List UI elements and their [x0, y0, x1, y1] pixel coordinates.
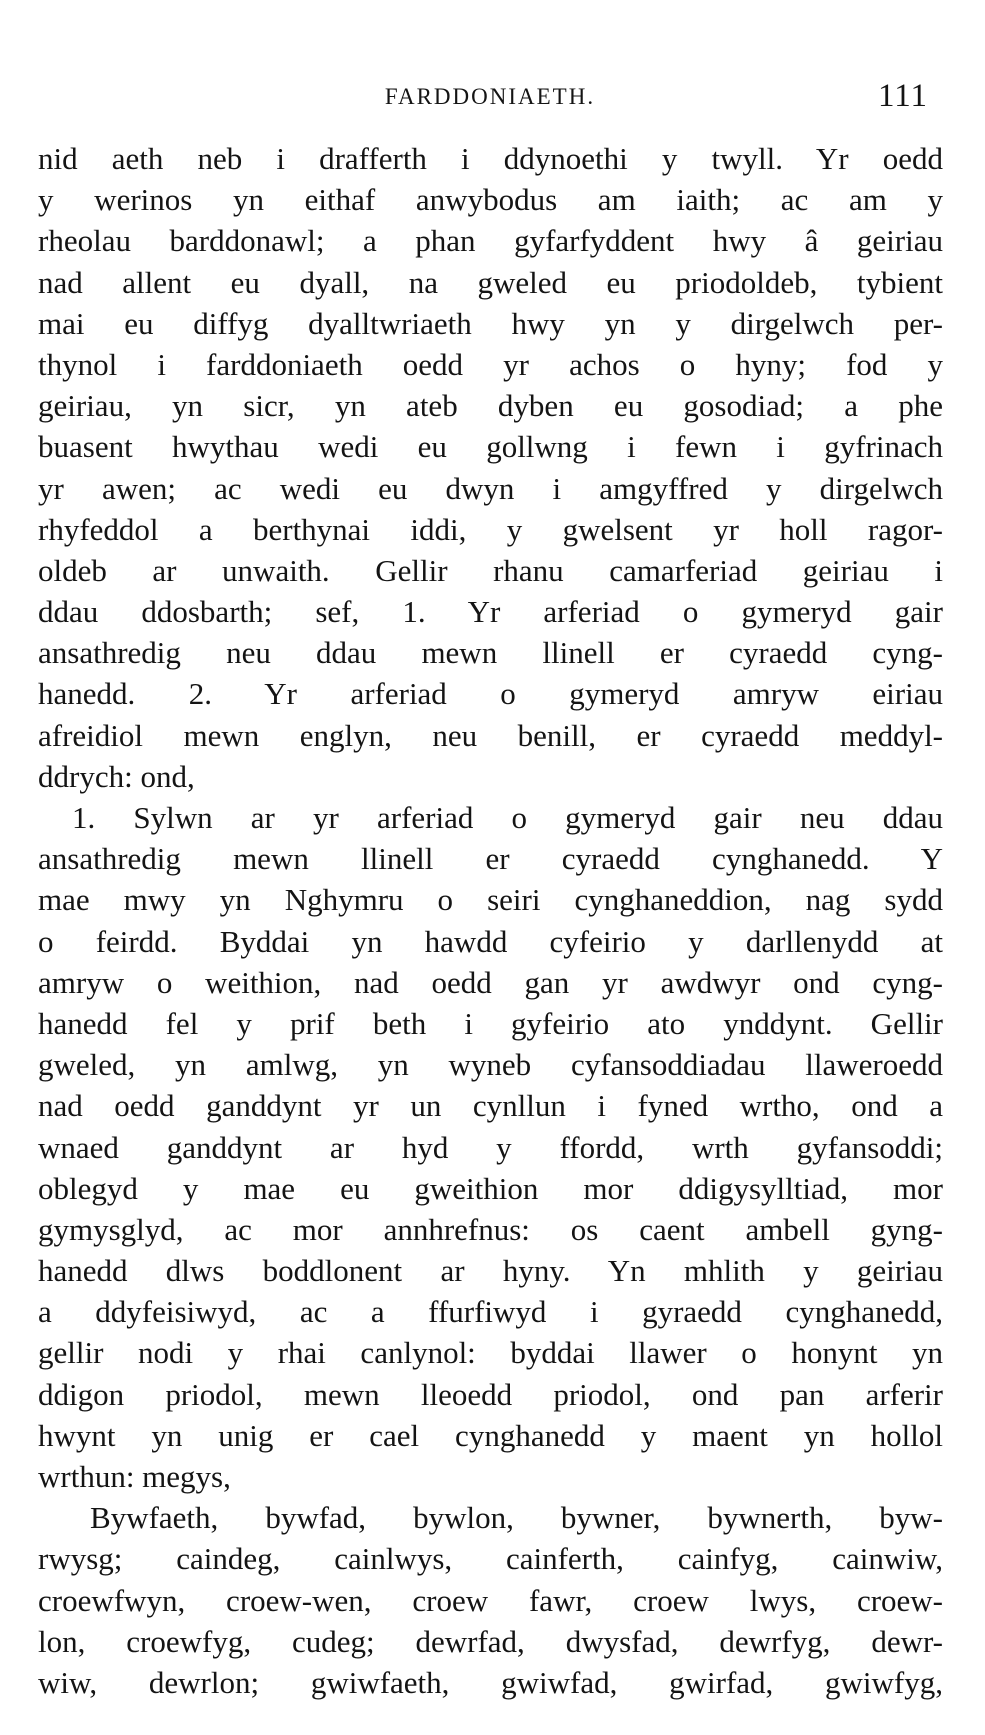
- body-text: [38, 138, 943, 1703]
- text-line: y werinos yn eithaf anwybodus am iaith; ac am y: [38, 182, 943, 218]
- text-line: nid aeth neb i drafferth i ddynoethi y twyll. Yr oedd: [38, 141, 943, 176]
- text-line: amryw o weithion, nad oedd gan yr awdwyr ond cyng-: [38, 964, 943, 1000]
- text-line: rheolau barddonawl; a phan gyfarfyddent hwy â geiriau: [38, 223, 943, 259]
- text-line: oblegyd y mae eu gweithion mor ddigysylltiad, mor: [38, 1170, 943, 1206]
- text-line: Bywfaeth, bywfad, bywlon, bywner, bywnerth, byw-: [90, 1500, 943, 1536]
- text-line: o feirdd. Byddai yn hawdd cyfeirio y darllenydd at: [38, 923, 943, 959]
- text-line: gweled, yn amlwg, yn wyneb cyfansoddiadau llaweroedd: [38, 1047, 943, 1083]
- text-line: mae mwy yn Nghymru o seiri cynghaneddion, nag sydd: [38, 882, 943, 918]
- text-line: ansathredig neu ddau mewn llinell er cyraedd cyng-: [38, 635, 943, 671]
- text-line: croewfwyn, croew-wen, croew fawr, croew lwys, croew-: [38, 1582, 943, 1618]
- text-line: oldeb ar unwaith. Gellir rhanu camarferiad geiriau i: [38, 552, 943, 588]
- text-line: mai eu diffyg dyalltwriaeth hwy yn y dirgelwch per-: [38, 305, 943, 341]
- text-line: hanedd. 2. Yr arferiad o gymeryd amryw eiriau: [38, 676, 943, 712]
- text-line: lon, croewfyg, cudeg; dewrfad, dwysfad, dewrfyg, dewr-: [38, 1623, 943, 1659]
- text-line: hanedd fel y prif beth i gyfeirio ato ynddynt. Gellir: [38, 1005, 943, 1041]
- text-line: buasent hwythau wedi eu gollwng i fewn i gyfrinach: [38, 429, 943, 465]
- running-title: FARDDONIAETH.: [384, 84, 596, 109]
- text-line: wrthun: megys,: [38, 1459, 231, 1494]
- text-line: nad oedd ganddynt yr un cynllun i fyned wrtho, ond a: [38, 1088, 943, 1124]
- text-line: ansathredig mewn llinell er cyraedd cynghanedd. Y: [38, 841, 943, 877]
- text-line: yr awen; ac wedi eu dwyn i amgyffred y dirgelwch: [38, 470, 943, 506]
- text-line: gymysglyd, ac mor annhrefnus: os caent ambell gyng-: [38, 1211, 943, 1247]
- text-line: ddigon priodol, mewn lleoedd priodol, ond pan arferir: [38, 1376, 943, 1412]
- text-line: ddrych: ond,: [38, 758, 195, 794]
- text-line: afreidiol mewn englyn, neu benill, er cyraedd meddyl-: [38, 717, 943, 753]
- page-number: 111: [877, 78, 928, 114]
- text-line: ddau ddosbarth; sef, 1. Yr arferiad o gymeryd gair: [38, 594, 943, 630]
- text-line: rwysg; caindeg, cainlwys, cainferth, cainfyg, cainwiw,: [38, 1541, 943, 1577]
- text-line: nad allent eu dyall, na gweled eu priodoldeb, tybient: [38, 264, 943, 300]
- text-line: hwynt yn unig er cael cynghanedd y maent yn hollol: [38, 1417, 943, 1453]
- text-line: 1. Sylwn ar yr arferiad o gymeryd gair neu ddau: [72, 800, 943, 835]
- running-head: [40, 78, 940, 118]
- text-line: geiriau, yn sicr, yn ateb dyben eu gosodiad; a phe: [38, 388, 943, 424]
- text-line: gellir nodi y rhai canlynol: byddai llawer o honynt yn: [38, 1335, 943, 1371]
- text-line: wnaed ganddynt ar hyd y ffordd, wrth gyfansoddi;: [38, 1129, 943, 1165]
- text-line: wiw, dewrlon; gwiwfaeth, gwiwfad, gwirfad, gwiwfyg,: [38, 1664, 943, 1700]
- text-line: a ddyfeisiwyd, ac a ffurfiwyd i gyraedd cynghanedd,: [38, 1294, 943, 1330]
- text-line: hanedd dlws boddlonent ar hyny. Yn mhlith y geiriau: [38, 1253, 943, 1289]
- text-line: thynol i farddoniaeth oedd yr achos o hyny; fod y: [38, 346, 943, 382]
- text-line: rhyfeddol a berthynai iddi, y gwelsent yr holl ragor-: [38, 511, 943, 547]
